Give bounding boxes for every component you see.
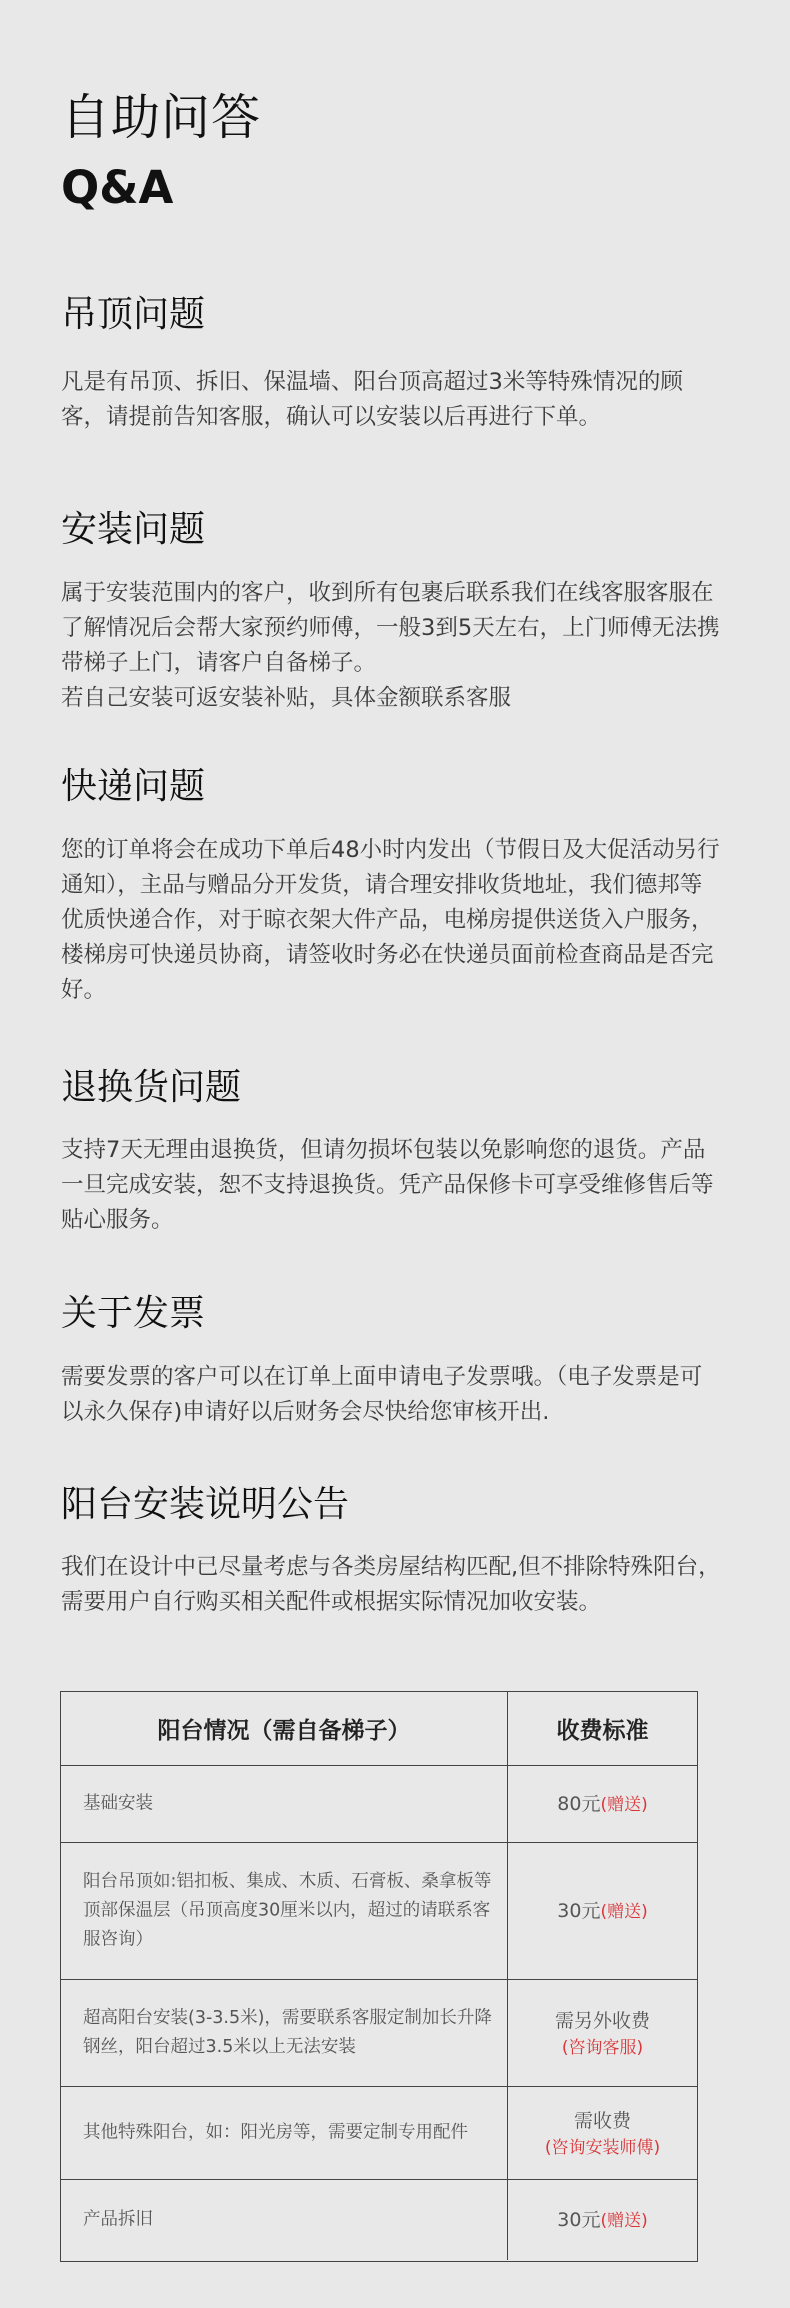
fee-note: (赠送) [600, 1901, 648, 1922]
row-description: 产品拆旧 [83, 2209, 153, 2230]
row-description: 超高阳台安装(3-3.5米)，需要联系客服定制加长升降钢丝，阳台超过3.5米以上无法安装 [83, 2008, 492, 2057]
table-header-fee: 收费标准 [556, 1718, 649, 1744]
section-text-invoice [61, 1360, 721, 1430]
section-text-ceiling [61, 365, 721, 435]
table-row [61, 2179, 697, 2260]
section-text-delivery [61, 833, 721, 1008]
paragraph: 我们在设计中已尽量考虑与各类房屋结构匹配,但不排除特殊阳台，需要用户自行购买相关配件或根据实际情况加收安装。 [61, 1554, 721, 1615]
section-title-balcony-notice: 阳台安装说明公告 [61, 1484, 350, 1525]
section-text-installation [61, 576, 721, 716]
fee-table [60, 1691, 698, 2262]
table-row [61, 1979, 697, 2086]
paragraph: 若自己安装可返安装补贴，具体金额联系客服 [61, 685, 512, 711]
fee-amount: 30元 [557, 1899, 601, 1922]
row-description: 其他特殊阳台，如：阳光房等，需要定制专用配件 [83, 2122, 468, 2143]
section-title-delivery: 快递问题 [61, 766, 206, 807]
paragraph: 支持7天无理由退换货，但请勿损坏包装以免影响您的退货。产品一旦完成安装，恕不支持退换货。凭产品保修卡可享受维修售后等贴心服务。 [61, 1137, 714, 1233]
table-row [61, 1842, 697, 1979]
row-description: 基础安装 [83, 1793, 153, 1814]
row-fee [557, 1899, 647, 1924]
paragraph: 您的订单将会在成功下单后48小时内发出（节假日及大促活动另行通知），主品与赠品分开发货，请合理安排收货地址，我们德邦等优质快递合作，对于晾衣架大件产品，电梯房提供送货入户服务，楼梯房可快递员协商，请签收时务必在快递员面前检查商品是否完好。 [61, 837, 720, 1003]
paragraph: 凡是有吊顶、拆旧、保温墙、阳台顶高超过3米等特殊情况的顾客，请提前告知客服，确认可以安装以后再进行下单。 [61, 369, 683, 430]
section-title-installation: 安装问题 [61, 509, 206, 550]
table-header-row [61, 1692, 697, 1765]
fee-note: (咨询客服) [561, 2037, 644, 2058]
row-fee [557, 1792, 647, 1817]
page-title: 自助问答 [61, 89, 262, 146]
section-title-invoice: 关于发票 [61, 1293, 206, 1334]
fee-amount: 80元 [557, 1792, 601, 1815]
fee-note: (咨询安装师傅) [544, 2137, 661, 2158]
row-description: 阳台吊顶如:铝扣板、集成、木质、石膏板、桑拿板等顶部保温层（吊顶高度30厘米以内，超过的请联系客服咨询） [83, 1871, 492, 1950]
table-header-situation: 阳台情况（需自备梯子） [61, 1692, 508, 1765]
fee-amount: 需收费 [573, 2109, 631, 2132]
table-row [61, 2086, 697, 2179]
row-fee [557, 2208, 647, 2233]
fee-note: (赠送) [600, 1794, 648, 1815]
section-title-returns: 退换货问题 [61, 1067, 242, 1108]
fee-amount: 需另外收费 [554, 2009, 650, 2032]
section-text-balcony-notice [61, 1550, 721, 1620]
paragraph: 属于安装范围内的客户，收到所有包裹后联系我们在线客服客服在了解情况后会帮大家预约师傅，一般3到5天左右，上门师傅无法携带梯子上门，请客户自备梯子。 [61, 580, 720, 676]
section-text-returns [61, 1133, 721, 1238]
table-row [61, 1765, 697, 1842]
page-subtitle: Q&A [61, 161, 174, 214]
fee-note: (赠送) [600, 2210, 648, 2231]
section-title-ceiling: 吊顶问题 [61, 294, 206, 335]
fee-amount: 30元 [557, 2208, 601, 2231]
paragraph: 需要发票的客户可以在订单上面申请电子发票哦。（电子发票是可以永久保存)申请好以后财务会尽快给您审核开出. [61, 1364, 703, 1425]
